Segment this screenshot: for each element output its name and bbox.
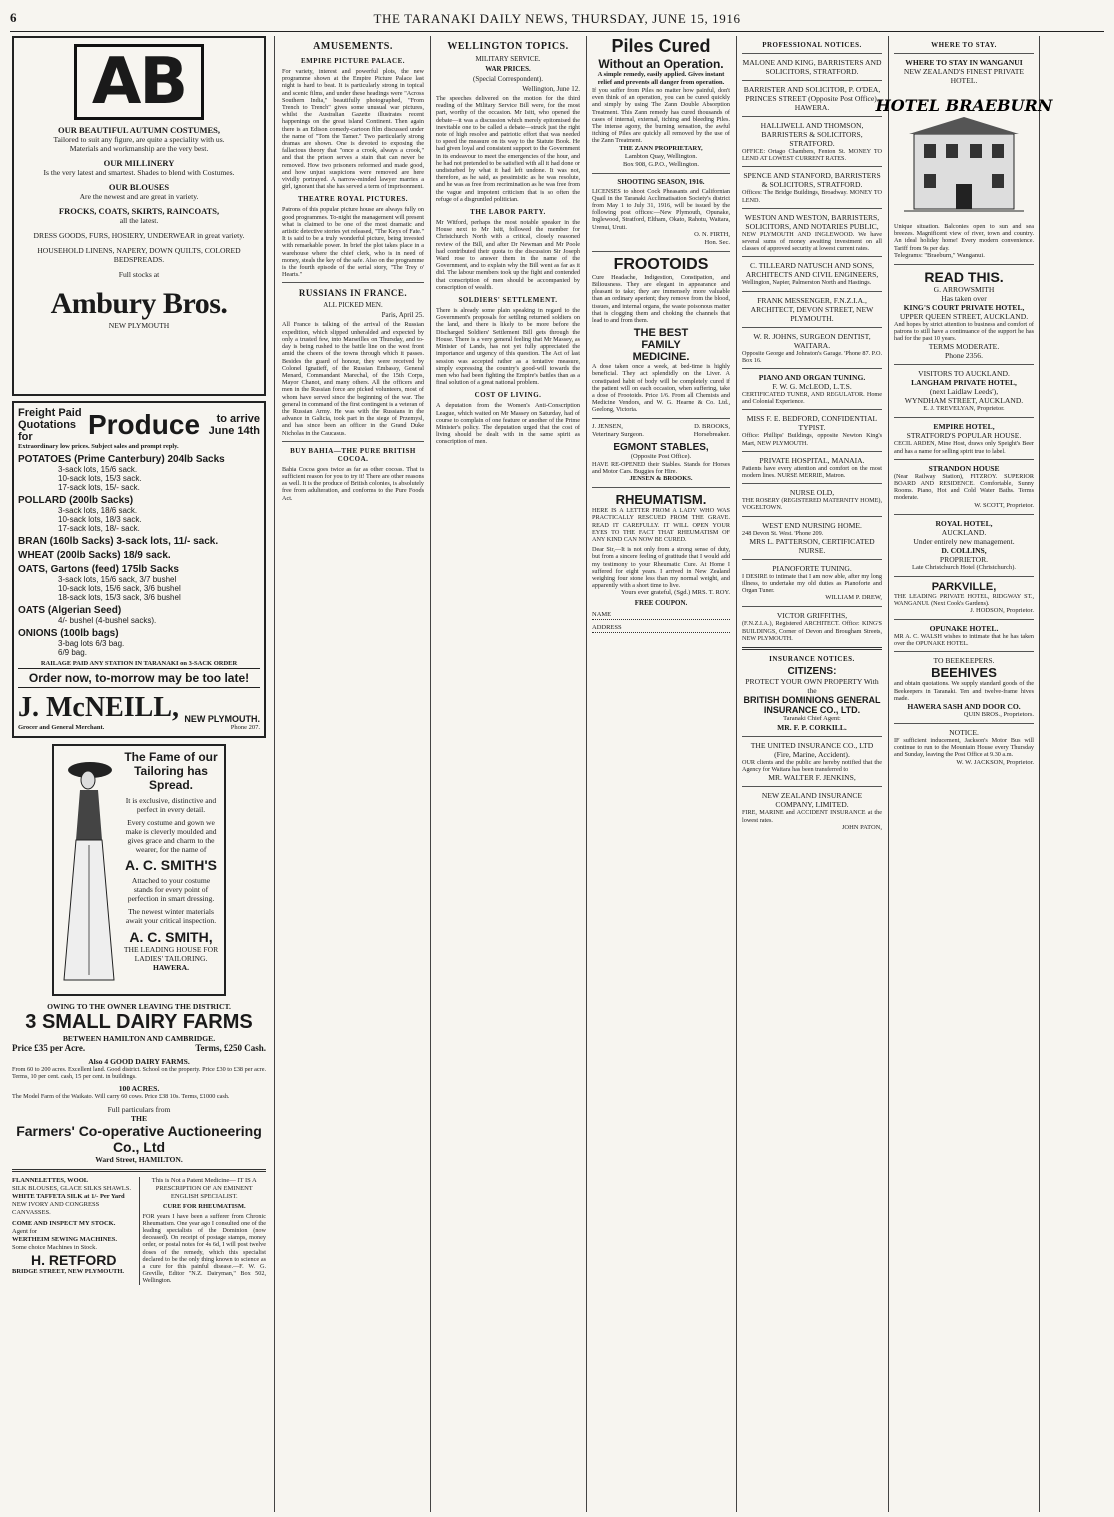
egmont-subheading: (Opposite Post Office). (630, 452, 692, 460)
notice-body: And hopes by strict attention to business and comfort of patrons to still have a continuance of the support he has had for the past 10 years. (894, 320, 1034, 343)
farms-terms: Terms, £250 Cash. (195, 1043, 266, 1053)
divider (894, 364, 1034, 365)
farms-the: THE (130, 1113, 148, 1123)
advert-line: Is the very latest and smartest. Shades to blend with Costumes. (43, 168, 235, 177)
divider (742, 451, 882, 452)
divider (12, 1169, 266, 1172)
rheum-ad-intro: This is Not a Patent Medicine— IT IS A PRESCRIPTION OF AN EMINENT ENGLISH SPECIALIST. (151, 1176, 257, 1200)
produce-row: 10-sack lots, 15/6 sack, 3/6 bushel (58, 584, 181, 593)
produce-row: 4/- bushel (4-bushel sacks). (58, 616, 157, 625)
divider (742, 291, 882, 292)
mcneill-footer (18, 724, 260, 732)
produce-row: 6/9 bag. (58, 648, 87, 657)
article-heading: SOLDIERS' SETTLEMENT. (458, 296, 558, 305)
notice-signature: W. W. JACKSON, Proprietor. (956, 758, 1034, 766)
piles-box: Box 908, G.P.O., Wellington. (622, 160, 700, 168)
notice-entry: FRANK MESSENGER, F.N.Z.I.A., ARCHITECT, DEVON STREET, NEW PLYMOUTH. (750, 295, 874, 323)
divider (742, 647, 882, 650)
produce-row: 3-sack lots, 15/6 sack. (58, 465, 138, 474)
coupon-name-label: NAME (592, 611, 730, 620)
notice-entry: HALLIWELL AND THOMSON, BARRISTERS & SOLICITORS, STRATFORD. (760, 121, 864, 148)
coupon-address-label: ADDRESS (592, 624, 730, 633)
ac-smith-text (122, 750, 220, 990)
produce-row: 3-sack lots, 15/6 sack, 3/7 bushel (58, 575, 177, 584)
produce-item: WHEAT (200lb Sacks) 18/9 sack. (18, 550, 171, 561)
divider (894, 264, 1034, 265)
retford-line: Agent for (12, 1227, 38, 1235)
egmont-heading: EGMONT STABLES, (613, 441, 709, 453)
advert-line: OUR BEAUTIFUL AUTUMN COSTUMES, (58, 125, 220, 135)
produce-row: 3-sack lots, 18/6 sack. (58, 506, 138, 515)
stay-heading: WHERE TO STAY. (931, 41, 997, 49)
article-body: There is already some plain speaking in regard to the Government's proposals for settling returned soldiers on the land, and there is likely to be more before the Discharged Soldiers' Settlement Bill gets through the House. There is a very general feeling that Mr Massey, as Minister of Lands, has not yet fully appreciated the importance and urgency of this question. The Act of last session was accepted rather as a tentative measure, simply expressing the country's good-will towards the men who had been fighting the Empire's battles than as a final solution of a great national problem. (436, 307, 580, 387)
retford-line: Some choice Machines in Stock. (12, 1243, 98, 1251)
notice-body: IF sufficient inducement, Jackson's Motor Bus will continue to run to the Mountain House every Thursday and Sunday, leaving the Post Office at 9.30 a.m. (894, 737, 1034, 759)
smith-body: Attached to your costume stands for every point of perfection in smart dressing. (127, 876, 215, 903)
farms-company: Farmers' Co-operative Auctioneering Co., Ltd (16, 1122, 262, 1155)
divider (282, 441, 424, 442)
page-number: 6 (10, 10, 17, 25)
divider (894, 651, 1034, 652)
notice-entry: STRANDON HOUSE (928, 463, 1000, 473)
produce-railage: RAILAGE PAID ANY STATION IN TARANAKI on 3-SACK ORDER (40, 660, 238, 667)
notice-entry: HAWERA SASH AND DOOR CO. (907, 702, 1021, 712)
produce-row: 10-sack lots, 18/3 sack. (58, 515, 142, 524)
notice-body: Patients have every attention and comfort on the most modern lines. NURSE MERRIE, Matron. (742, 464, 882, 480)
article-body: A deputation from the Women's Anti-Conscription League, which waited on Mr Massey on Saturday, had of course to complain of one feature or another of the Prime Minister's policy. The deputation urged that the cost of living should be dealt with in the same spirit as conscription of men. (436, 402, 580, 446)
frootoids-medicine-body: A dose taken once a week, at bed-time is highly beneficial. They act splendidly on the Liver. A constipated habit of body will be completely cured if the patient will on each occasion, when suffering, take a dose of Frootoids. Price 1/6. From all Chemists and Medicine Vendors, and W. G. Hearne & Co. Ltd., Geelong, Victoria. (592, 363, 730, 414)
brooks-role: Horsebreaker. (693, 430, 730, 438)
notice-body: Office: Phillips' Buildings, opposite Newton King's Mart, NEW PLYMOUTH. (742, 432, 882, 447)
hotel-body: Unique situation. Balconies open to sun and sea breezes. Magnificent view of river, town and country. An ideal holiday home! Every modern convenience. Tariff from 9s per day. (894, 223, 1034, 252)
divider (742, 736, 882, 737)
jensen-brooks-row (592, 423, 730, 431)
smith-body: Every costume and gown we make is cleverly moulded and gives grace and charm to the wearer, for the name of (125, 818, 217, 854)
divider (742, 256, 882, 257)
retford-line: FLANNELETTES, WOOL (12, 1176, 89, 1184)
citizens-heading: CITIZENS: (787, 666, 837, 678)
produce-right: to arrive June 14th (208, 413, 260, 437)
notice-entry: MRS L. PATTERSON, CERTIFICATED NURSE. (749, 536, 875, 555)
notice-entry: BARRISTER AND SOLICITOR, P. O'DEA, PRINCES STREET (Opposite Post Office), HAWERA. (743, 85, 881, 112)
smith-name: A. C. SMITH'S (125, 857, 217, 873)
farms-location: BETWEEN HAMILTON AND CAMBRIDGE. (62, 1034, 216, 1043)
notice-entry: SPENCE AND STANFORD, BARRISTERS & SOLICITORS, STRATFORD. (743, 171, 881, 190)
retford-advert (12, 1177, 136, 1285)
notice-entry: VICTOR GRIFFITHS, (776, 611, 848, 621)
notice-entry: F. W. G. McLEOD, L.T.S. (772, 382, 852, 392)
divider (742, 516, 882, 517)
frootoids-body: Cure Headache, Indigestion, Constipation, and Biliousness. They are elegant in appearance and pleasant to take; they are immensely more valuable than an ordinary aperient; they remove from the blood, tissues, and internal organs, the waste poisonous matter that is clogging them and choking the channels that lead to and from them. (592, 273, 730, 325)
notice-body: THE LEADING PRIVATE HOTEL, RIDGWAY ST., WANGANUI. (Next Cook's Gardens). (894, 592, 1034, 607)
produce-order: Order now, to-morrow may be too late! (18, 668, 260, 688)
advert-line: DRESS GOODS, FURS, HOSIERY, UNDERWEAR in great variety. (33, 231, 245, 240)
ambury-bros-advert (12, 36, 266, 396)
notice-body: CECIL ARDEN, Mine Host, draws only Speight's Beer and has a name for selling spirit true to label. (894, 440, 1034, 455)
retford-line: WERTHEIM SEWING MACHINES. (12, 1235, 118, 1243)
agent-name: MR. F. P. CORKILL. (777, 723, 847, 733)
smith-heading: The Fame of our Tailoring has Spread. (124, 750, 218, 792)
notice-entry: NOTICE. (949, 728, 979, 738)
notice-body: FIRE, MARINE and ACCIDENT INSURANCE at the lowest rates. (742, 809, 882, 824)
notice-signature: E. J. TREVELYAN, Proprietor. (923, 405, 1005, 413)
mcneill-name: J. McNEILL, (18, 692, 179, 723)
frootoids-best: THE BEST (633, 327, 689, 340)
shooting-secretary: Hon. Sec. (704, 238, 730, 246)
smith-signature: A. C. SMITH, (129, 929, 213, 945)
notice-entry: MALONE AND KING, BARRISTERS AND SOLICITORS, STRATFORD. (742, 58, 882, 76)
lady-figure-illustration (58, 750, 118, 990)
article-heading: BUY BAHIA—THE PURE BRITISH COCOA. (290, 446, 416, 463)
notice-body: NEW PLYMOUTH AND INGLEWOOD. We have several sums of money awaiting investment on all classes of approved security at lowest current rates. (742, 230, 882, 253)
produce-header (18, 407, 260, 443)
article-subheading: WAR PRICES. (485, 65, 531, 73)
notice-entry: W. R. JOHNS, SURGEON DENTIST, WAITARA. (753, 331, 871, 350)
produce-row: 17-sack lots, 15/- sack. (58, 483, 140, 492)
retford-line: SILK BLOUSES, GLACE SILKS SHAWLS. (12, 1184, 132, 1192)
agent-label: Taranaki Chief Agent: (783, 715, 841, 723)
article-body: All France is talking of the arrival of the Russian expedition, which slipped unheralded and expected by only a trusted few, into Marseilles on Thursday, and to-day is being rushed to the battle line on the west front amid the cheers of the towns through which it passes. Besides the guard of honour, they were received by Colonel Ignatieff, of the Russian Embassy, General Menard, Commandant Marechal, of the 15th Corps, Mayor Chanot, and many others. All the officers and men in the Russian force are picked volunteers, most of whom have served since the beginning of the war. The general in command of the first contingent is a veteran of the Russian Army. He was with the Russians in the advance in Galicia, took part in the siege of Przemysl, and has since been an officer in the Grand Duke Nicholas in the Caucasus. (282, 321, 424, 437)
retford-line: COME AND INSPECT MY STOCK. (12, 1219, 116, 1227)
mcneill-name-row (18, 692, 260, 724)
bdgi-name: BRITISH DOMINIONS GENERAL INSURANCE CO., LTD. (743, 695, 881, 716)
advert-line: Tailored to suit any figure, are quite a speciality with us. (53, 135, 225, 144)
retford-town: BRIDGE STREET, NEW PLYMOUTH. (12, 1267, 125, 1275)
notice-entry: TERMS MODERATE. (928, 342, 1000, 352)
article-body: The speeches delivered on the motion for the third reading of the Military Service Bill were, for the most part, worthy of the occasion. Mr Isitt, who opened the debate—it was a discussion which merely epitomised the inevitable one to be called a debate—struck just the right note of high resolve and patriotic effort that was needed to speed the measure on its way to the Statute Book. He had given loyal and consistent support to the Government in its endeavour to meet the emergencies of the hour, and he had not pretended to be satisfied with all it had done or undisturbed by what it had left undone. It was not, therefore, as he said, as pessimistic as he was resolute, and he was as free from recrimination as he was free from the vague and impotent criticism that is so often the refuge of a disgruntled politician. (436, 95, 580, 203)
article-heading: THEATRE ROYAL PICTURES. (297, 195, 409, 204)
produce-row: 10-sack lots, 15/3 sack. (58, 474, 142, 483)
divider (592, 418, 730, 419)
hotel-braeburn-illustration (875, 89, 1053, 219)
notice-body: OFFICE: Ortago Chambers, Fenton St. MONEY TO LEND AT LOWEST CURRENT RATES. (742, 148, 882, 163)
produce-item: OATS (Algerian Seed) (18, 605, 122, 616)
mcneill-produce-advert (12, 401, 266, 738)
notice-entry: G. ARROWSMITH (933, 284, 995, 294)
produce-row: 3-bag lots 6/3 bag. (58, 639, 125, 648)
jensen-brooks-roles (592, 431, 730, 439)
egmont-body: HAVE RE-OPENED their Stables. Stands for Horses and Motor Cars. Buggies for Hire. (592, 460, 730, 475)
piles-signature: THE ZANN PROPRIETARY, (619, 144, 703, 152)
notice-body: I DESIRE to intimate that I am now able, after my long illness, to undertake my old duties as Pianoforte and Organ Tuner. (742, 572, 882, 595)
smith-house: THE LEADING HOUSE FOR LADIES' TAILORING. (123, 945, 219, 963)
piles-address: Lambton Quay, Wellington. (624, 152, 698, 160)
notice-entry: NURSE OLD, (789, 488, 835, 498)
divider (592, 251, 730, 252)
bottom-adverts (12, 1177, 266, 1285)
divider (742, 786, 882, 787)
mcneill-town: NEW PLYMOUTH. (184, 714, 260, 724)
jensen-role: Veterinary Surgeon. (592, 430, 644, 438)
advert-line: Full stocks at (118, 270, 160, 279)
notice-signature: J. HODSON, Proprietor. (970, 607, 1034, 615)
divider (894, 723, 1034, 724)
divider (742, 606, 882, 607)
notice-entry: C. TILLEARD NATUSCH AND SONS, ARCHITECTS AND CIVIL ENGINEERS, (745, 261, 879, 280)
retford-name: H. RETFORD (30, 1251, 117, 1268)
notice-entry: LANGHAM PRIVATE HOTEL, (911, 378, 1017, 388)
divider (894, 53, 1034, 54)
divider (742, 483, 882, 484)
mcneill-trade: Grocer and General Merchant. (18, 724, 105, 731)
divider (742, 559, 882, 560)
article-heading: COST OF LIVING. (474, 391, 542, 400)
rheumatism-signature: Yours ever grateful, (Sgd.) MRS. T. ROY. (621, 589, 730, 597)
divider (894, 576, 1034, 577)
column-rule (586, 36, 587, 1512)
rheumatism-letter: Dear Sir,—It is not only from a strong sense of duty, but from a sincere feeling of gratitude that I would add my testimony to your Rheumatic Cure. At Home I suffered for eight years. I arrived in New Zealand weighing four stone less than my normal weight, and apparently with a short time to live. (592, 546, 730, 590)
divider (894, 459, 1034, 460)
notice-entry: PRIVATE HOSPITAL, MANAIA. (759, 455, 865, 465)
notice-entry: TO BEEKEEPERS. (933, 656, 995, 666)
farms-also-text: From 60 to 200 acres. Excellent land. Good district. School on the property. Price £30 to £38 per acre. Terms, 10 per cent. cash, 15 per cent. in buildings. (12, 1066, 266, 1081)
article-dateline: Wellington, June 12. (522, 85, 580, 93)
notice-body: 248 Devon St. West. 'Phone 209. (742, 529, 824, 537)
notice-entry: NEW ZEALAND INSURANCE COMPANY, LIMITED. (761, 791, 863, 810)
advert-line: OUR MILLINERY (103, 158, 175, 168)
notice-entry: PIANO AND ORGAN TUNING. (758, 373, 866, 383)
jensen-name: J. JENSEN, (592, 422, 623, 430)
notice-body: (Near Railway Station), FITZROY. SUPERIOR BOARD AND RESIDENCE. Comfortable, Sunny Rooms. Piano, Hot and Cold Water Baths. Terms moderate. (894, 472, 1034, 502)
shooting-signature: O. N. FIRTH, (694, 230, 730, 238)
notice-entry: Phone 2356. (945, 351, 983, 361)
ambury-town: NEW PLYMOUTH (108, 321, 170, 330)
rheum-ad-title: CURE FOR RHEUMATISM. (162, 1202, 246, 1210)
divider (742, 327, 882, 328)
column-4-notices (588, 36, 734, 1512)
divider (592, 487, 730, 488)
notice-entry: Late Christchurch Hotel (Christchurch). (912, 563, 1016, 571)
divider (742, 208, 882, 209)
notice-entry: WHERE TO STAY IN WANGANUI (905, 58, 1023, 67)
advert-line: all the latest. (119, 216, 159, 225)
notice-entry: WYNDHAM STREET, AUCKLAND. (904, 396, 1024, 406)
notice-entry: STRATFORD'S POPULAR HOUSE. (906, 431, 1022, 441)
notice-body: PROTECT YOUR OWN PROPERTY With the (745, 677, 879, 696)
notice-entry: D. COLLINS, (941, 545, 987, 555)
piles-heading: Piles Cured (611, 36, 711, 56)
mcneill-phone: Phone 207. (230, 724, 260, 731)
beehives-heading: BEEHIVES (931, 665, 997, 681)
divider (742, 53, 882, 54)
notice-entry: Under entirely new management. (913, 536, 1015, 546)
farms-also: Also 4 GOOD DAIRY FARMS. (88, 1057, 190, 1066)
notice-entry: OPUNAKE HOTEL. (929, 624, 999, 634)
masthead-title: THE TARANAKI DAILY NEWS, THURSDAY, JUNE 15, 1916 (373, 11, 741, 26)
column-6-where-to-stay (875, 36, 1053, 1512)
notice-entry: EMPIRE HOTEL, (933, 422, 995, 432)
advert-line: FROCKS, COATS, SKIRTS, RAINCOATS, (58, 206, 220, 216)
ambury-brand: Ambury Bros. (50, 287, 228, 320)
notice-body: Opposite George and Johnston's Garage. 'Phone 87. P.O. Box 16. (742, 349, 882, 364)
produce-item: POLLARD (200lb Sacks) (18, 495, 134, 506)
piles-body: If you suffer from Piles no matter how painful, don't even think of an operation, you can be cured quickly and simply by using The Zann Double Absorption Treatment. This Zann remedy has cured thousands of cases of internal, external, itching and bleeding Piles. The intense agony, the burning sensation, the awful itching of Piles are quickly all removed by the use of the Zann Treatment. (592, 87, 730, 145)
advert-line: HOUSEHOLD LINENS, NAPERY, DOWN QUILTS, COLORED BEDSPREADS. (37, 246, 241, 264)
produce-tagline: Extraordinary low prices. Subject sales and prompt reply. (18, 443, 179, 450)
article-heading: RUSSIANS IN FRANCE. (298, 288, 408, 299)
farms-title: 3 SMALL DAIRY FARMS (25, 1011, 253, 1033)
notice-body: (F.N.Z.I.A.), Registered ARCHITECT. Office: KING'S BUILDINGS, Corner of Devon and Brougham Streets, NEW PLYMOUTH. (742, 620, 882, 642)
hotel-braeburn-sign: HOTEL BRAEBURN (875, 96, 1053, 115)
notice-entry: AUCKLAND. (941, 527, 987, 537)
read-this-heading: READ THIS. (924, 268, 1004, 285)
article-byline: (Special Correspondent). (473, 75, 543, 83)
divider (894, 417, 1034, 418)
notice-entry: MISS F. E. BEDFORD, CONFIDENTIAL TYPIST. (746, 414, 878, 433)
notice-entry: (next Laidlaw Leeds'), (929, 387, 999, 397)
masthead (10, 8, 1104, 32)
notice-signature: W. SCOTT, Proprietor. (974, 501, 1034, 509)
article-body: For variety, interest and powerful plots, the new programme shown at the Empire Picture Palace last night is hard to beat. It is particularly strong in topical and scenic films, and under these headings were "Across Southern India," beautifully photographed, "From Trench to Trench" gives some unusual war pictures, whilst the Australian Gazette illustrates recent happenings on the great island Continent. Then again there is an Edison comedy-cartoon film discussed under the name of "Tom the Tamer." Two particularly strong dramas are shown. One is devoted to exposing the fallacious theory that "once a crook, always a crook," and that the prison serves a stain that can never be removed. How two prisoners reformed and made good, and how unjust suspicions were removed are here vividly portrayed. A narrow-minded lawyer marries a girl, ignorant that she has served a term of imprisonment. (282, 68, 424, 191)
article-subheading: ALL PICKED MEN. (323, 301, 383, 310)
produce-title: Produce (87, 409, 201, 440)
divider (282, 282, 424, 283)
amusements-heading: AMUSEMENTS. (313, 41, 393, 52)
produce-item: OATS, Gartons (feed) 175lb Sacks (18, 564, 179, 575)
shooting-heading: SHOOTING SEASON, 1916. (617, 177, 705, 186)
notice-body: Wellington, Napier, Palmerston North and Hastings. (742, 279, 872, 287)
notice-entry: WESTON AND WESTON, BARRISTERS, SOLICITORS, AND NOTARIES PUBLIC, (744, 212, 880, 231)
article-heading: THE LABOR PARTY. (470, 208, 546, 217)
notice-entry: THE UNITED INSURANCE CO., LTD (Fire, Marine, Accident). (750, 741, 874, 760)
divider (894, 619, 1034, 620)
notice-entry: PIANOFORTE TUNING. (772, 563, 852, 573)
divider (742, 166, 882, 167)
article-body: Mr Witford, perhaps the most notable speaker in the House next to Mr Isitt, followed the member for Christchurch North with a critical, closely reasoned review of the Bill, and after Dr Newman and Mr Poole had contributed their quota to the discussion Sir Joseph Ward rose to answer them in the name of the Government, and to explain why the Bill went as far as it did. The labour members took up the fight and contended that conscription of men should be accompanied by conscription of wealth. (436, 219, 580, 291)
dairy-farms-advert (12, 1002, 266, 1164)
divider (742, 409, 882, 410)
egmont-signature: JENSEN & BROOKS. (629, 475, 693, 483)
farms-acres-text: The Model Farm of the Waikato. Will carry 60 cows. Price £38 10s. Terms, £1000 cash. (12, 1093, 230, 1101)
notice-signature: JOHN PATON, (841, 823, 882, 831)
article-heading: WELLINGTON TOPICS. (447, 41, 569, 52)
advert-line: Are the newest and are great in variety. (79, 192, 199, 201)
column-rule (888, 36, 889, 1512)
rheumatism-intro: HERE IS A LETTER FROM A LADY WHO WAS PRACTICALLY RESCUED FROM THE GRAVE. READ IT CAREFULLY. IT WILL OPEN YOUR EYES TO THE FACT THAT RHEUMATISM OF ANY KIND CAN NOW BE CURED. (592, 507, 730, 543)
article-heading: EMPIRE PICTURE PALACE. (300, 57, 405, 65)
article-subheading: MILITARY SERVICE. (475, 55, 541, 63)
frootoids-heading: FROOTOIDS (613, 255, 709, 273)
page-edge-margin (1040, 36, 1110, 1512)
divider (592, 173, 730, 174)
advert-line: OUR BLOUSES (108, 182, 170, 192)
notice-body: and obtain quotations. We supply standard goods of the Beekeepers in Taranaki. Ten and twelve-frame hives made. (894, 680, 1034, 702)
divider (742, 116, 882, 117)
notice-entry: ROYAL HOTEL, (935, 518, 993, 528)
produce-row: 17-sack lots, 18/- sack. (58, 524, 140, 533)
notice-body: Offices: The Bridge Buildings, Broadway. MONEY TO LEND. (742, 189, 882, 204)
notice-entry: UPPER QUEEN STREET, AUCKLAND. (899, 311, 1029, 321)
notice-body: CERTIFICATED TUNER, AND REGULATOR. Home and Colonial Experience. (742, 391, 882, 406)
column-rule (274, 36, 275, 1512)
smith-town: HAWERA. (152, 963, 190, 972)
divider (742, 80, 882, 81)
brooks-name: D. BROOKS, (694, 422, 730, 430)
farms-price-row (12, 1043, 266, 1053)
rheum-ad-body: FOR years I have been a sufferer from Chronic Rheumatism. One year ago I consulted one of the leading specialists of the Dominion (now deceased). On receipt of postage stamps, money order, or postal notes for 4s 6d, I will post twelve doses of the remedy, which this specialist declared to be the only thing known to science as a cure for this painful disease.—F. W. G. Greville, Editor "N.Z. Dairyman," Box 502, Wellington. (142, 1212, 266, 1285)
shooting-body: LICENSES to shoot Cock Pheasants and Californian Quail in the Taranaki Acclimatisation Society's district from May 1 to July 31, 1916, will be issued by the following post offices:—New Plymouth, Opunake, Inglewood, Stratford, Eltham, Okato, Rahotu, Waitara, Urenui, Uruti. (592, 187, 730, 231)
column-5-professional-notices (738, 36, 886, 1512)
farms-price: Price £35 per Acre. (12, 1043, 86, 1053)
smith-body: It is exclusive, distinctive and perfect in every detail. (125, 796, 217, 814)
advert-line: Materials and workmanship are the very best. (69, 144, 209, 153)
farms-particulars: Full particulars from (107, 1104, 171, 1114)
column-2-amusements (278, 36, 428, 1512)
rheumatism-cure-advert (139, 1177, 267, 1285)
ab-logo: AB (74, 44, 204, 120)
notice-signature: QUIN BROS., Proprietors. (963, 711, 1034, 719)
notice-entry: MR. WALTER F. JENKINS, (768, 773, 856, 783)
frootoids-family: FAMILY (641, 339, 681, 352)
divider (894, 514, 1034, 515)
piles-subheading: Without an Operation. (598, 57, 724, 71)
notice-entry: NEW ZEALAND'S FINEST PRIVATE HOTEL. (903, 67, 1025, 85)
notice-entry: KING'S COURT PRIVATE HOTEL, (903, 302, 1025, 312)
professional-heading: PROFESSIONAL NOTICES. (762, 41, 862, 49)
notice-body: OUR clients and the public are hereby notified that the Agency for Waitara has been transferred to (742, 759, 882, 774)
farms-intro: OWING TO THE OWNER LEAVING THE DISTRICT. (47, 1002, 231, 1011)
notice-entry: VISITORS TO AUCKLAND. (918, 369, 1010, 379)
insurance-heading: INSURANCE NOTICES. (769, 655, 855, 664)
column-rule (430, 36, 431, 1512)
rheumatism-heading: RHEUMATISM. (615, 492, 707, 508)
produce-left: Freight Paid Quotations for (18, 407, 82, 443)
column-3-wellington-topics (432, 36, 584, 1512)
hotel-telegram: Telegrams: "Braeburn," Wanganui. (894, 251, 985, 259)
notice-entry: WEST END NURSING HOME. (762, 520, 862, 530)
retford-line: WHITE TAFFETA SILK at 1/- Per Yard (12, 1192, 125, 1200)
column-1-advertisements (8, 36, 270, 1512)
produce-row: 18-sack lots, 15/3 sack, 3/6 bushel (58, 593, 181, 602)
farms-acres: 100 ACRES. (118, 1084, 160, 1094)
notice-entry: PROPRIETOR. (939, 554, 989, 564)
smith-body: The newest winter materials await your critical inspection. (125, 907, 217, 925)
retford-line: NEW IVORY AND CONGRESS CANVASSES. (12, 1200, 100, 1216)
notice-body: MR A. C. WALSH wishes to intimate that he has taken over the OPUNAKE HOTEL. (894, 633, 1034, 648)
parkville-heading: PARKVILLE, (931, 580, 997, 593)
produce-item: ONIONS (100lb bags) (18, 628, 119, 639)
divider (742, 368, 882, 369)
notice-signature: WILLIAM P. DREW, (825, 594, 882, 602)
article-body: Patrons of this popular picture house are always fully on good programmes. To-night the management will present what is claimed to be one of the most dramatic and artistic detective stories yet released, "The Keys of Fate." It is said to be a truly wonderful picture, being invested with remarkable power. In brief the plot takes place in a warehouse where the chief clerk, who is in need of money, steals the key of the safe. Also on the programme is the fourth episode of the serial story, "The Trey o' Hearts." (282, 206, 424, 279)
notice-body: THE ROSERY (REGISTERED MATERNITY HOME), VOGELTOWN. (742, 497, 882, 512)
ac-smith-advert (52, 744, 226, 996)
article-body: Bahia Cocoa goes twice as far as other cocoas. That is sufficient reason for you to try it! There are other reasons as well. It is the produce of British colonies, is absolutely free from adulteration, and conforms to the Pure Foods Act. (282, 465, 424, 502)
produce-item: POTATOES (Prime Canterbury) 204lb Sacks (18, 454, 225, 465)
produce-item: BRAN (160lb Sacks) 3-sack lots, 11/- sack. (18, 536, 219, 547)
farms-address: Ward Street, HAMILTON. (95, 1154, 183, 1164)
frootoids-medicine: MEDICINE. (632, 351, 690, 364)
coupon-heading: FREE COUPON. (634, 599, 688, 608)
notice-entry: Has taken over (941, 293, 987, 303)
column-rule (736, 36, 737, 1512)
piles-tagline: A simple remedy, easily applied. Gives instant relief and prevents all danger from operation. (597, 71, 725, 86)
article-dateline: Paris, April 25. (381, 311, 424, 320)
